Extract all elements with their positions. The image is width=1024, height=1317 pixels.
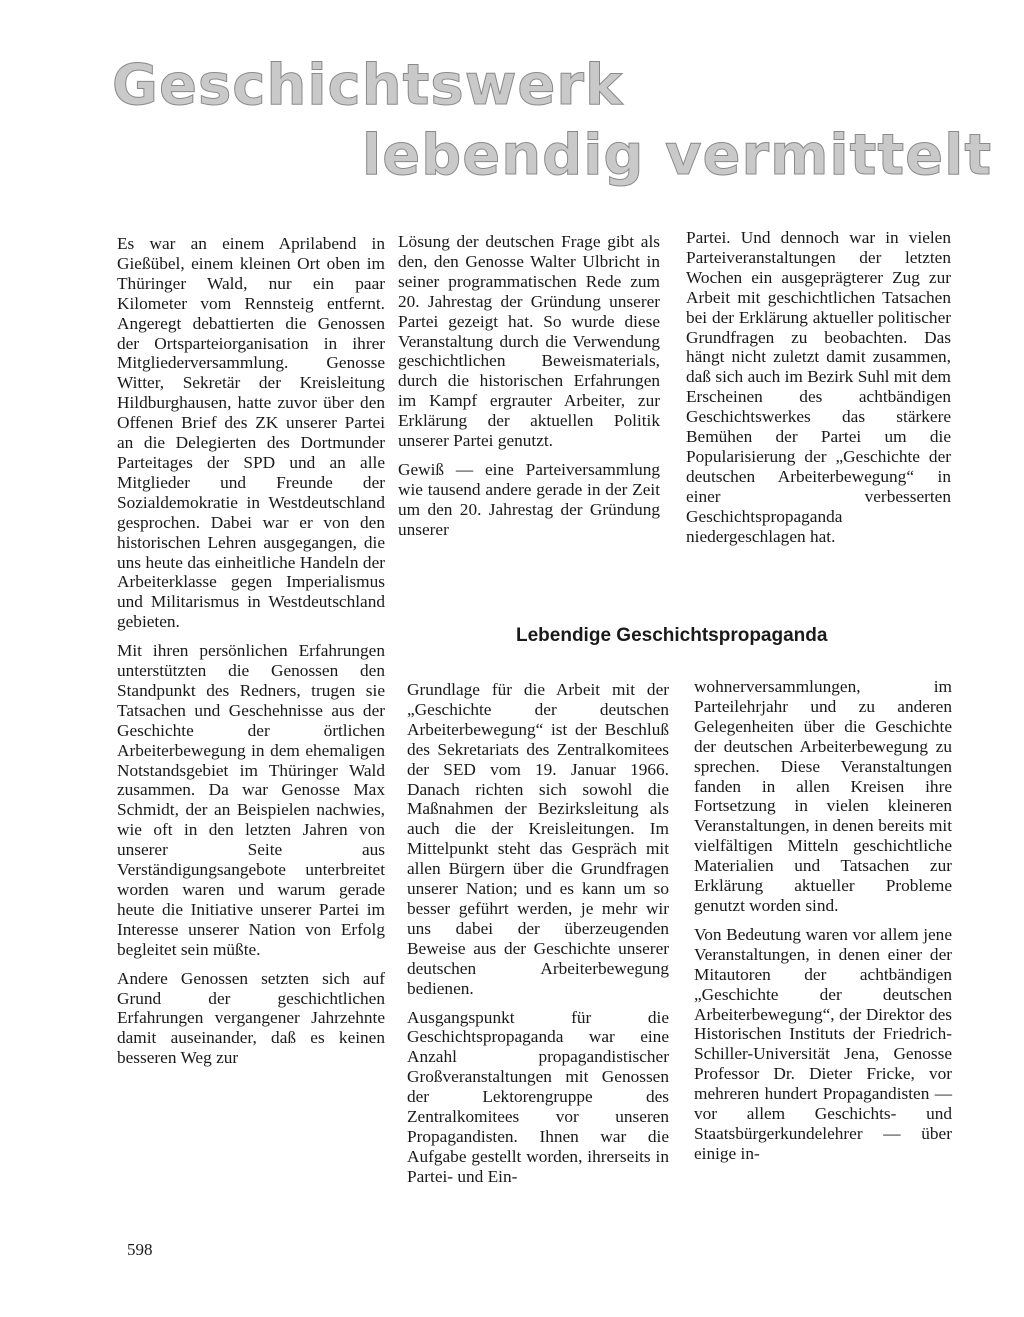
column-lower-right <box>694 677 952 1173</box>
column-right <box>686 228 951 556</box>
headline-line-2: lebendig vermittelt <box>362 123 993 188</box>
headline-line-1: Geschichtswerk <box>112 53 624 118</box>
paragraph: Mit ihren persönlichen Erfahrungen unterstützten die Genossen den Standpunkt des Redners, trugen sie Tatsachen und Geschehnisse aus der Geschichte der örtlichen Arbeiterbewegung in dem ehemaligen Notstandsgebiet im Thüringer Wald zusammen. Da war Genosse Max Schmidt, der an Beispielen nachwies, wie oft in den letzten Jahren von unserer Seite aus Verständigungsangebote unterbreitet worden waren und warum gerade heute die Initiative unserer Partei im Interesse unserer Nation von Erfolg begleitet sein müßte. <box>117 641 385 959</box>
paragraph: Von Bedeutung waren vor allem jene Veranstaltungen, in denen einer der Mitautoren der achtbändigen „Geschichte der deutschen Arbeiterbewegung“, der Direktor des Historischen Instituts der Friedrich-Schiller-Universität Jena, Genosse Professor Dr. Dieter Fricke, vor mehreren hundert Propagandisten — vor allem Geschichts- und Staatsbürgerkundelehrer — über einige in- <box>694 924 952 1163</box>
column-left <box>117 234 385 1077</box>
paragraph: Gewiß — eine Parteiversammlung wie tausend andere gerade in der Zeit um den 20. Jahrestag der Gründung unserer <box>398 459 660 539</box>
column-lower-left <box>407 680 669 1196</box>
paragraph: Es war an einem Aprilabend in Gießübel, einem kleinen Ort oben im Thüringer Wald, nur ein paar Kilometer vom Rennsteig entfernt. Angeregt debattierten die Genossen der Ortsparteiorganisation in ihrer Mitgliederversammlung. Genosse Witter, Sekretär der Kreisleitung Hildburghausen, hatte zuvor über den Offenen Brief des ZK unserer Partei an die Delegierten des Dortmunder Parteitages der SPD und an alle Mitglieder und Freunde der Sozialdemokratie in Westdeutschland gesprochen. Dabei war er von den historischen Lehren ausgegangen, die uns heute das einheitliche Handeln der Arbeiterklasse gegen Imperialismus und Militarismus in Westdeutschland gebieten. <box>117 234 385 632</box>
section-heading: Lebendige Geschichtspropaganda <box>516 625 828 646</box>
paragraph: Ausgangspunkt für die Geschichtspropaganda war eine Anzahl propagandistischer Großveranstaltungen mit Genossen der Lektorengruppe des Zentralkomitees vor unseren Propagandisten. Ihnen war die Aufgabe gestellt worden, ihrerseits in Partei- und Ein- <box>407 1007 669 1186</box>
paragraph: wohnerversammlungen, im Parteilehrjahr und zu anderen Gelegenheiten über die Geschichte der deutschen Arbeiterbewegung zu sprechen. Diese Veranstaltungen fanden in allen Kreisen ihre Fortsetzung in vielen kleineren Veranstaltungen, in denen bereits mit vielfältigen Mitteln geschichtliche Materialien und Tatsachen zur Erklärung aktueller Probleme genutzt worden sind. <box>694 677 952 915</box>
paragraph: Lösung der deutschen Frage gibt als den, den Genosse Walter Ulbricht in seiner programmatischen Rede zum 20. Jahrestag der Gründung unserer Partei gezeigt hat. So wurde diese Veranstaltung durch die Verwendung geschichtlichen Beweismaterials, durch die historischen Erfahrungen im Kampf ergrauter Arbeiter, zur Erklärung der aktuellen Politik unserer Partei genutzt. <box>398 232 660 451</box>
paragraph: Grundlage für die Arbeit mit der „Geschichte der deutschen Arbeiterbewegung“ ist der Beschluß des Sekretariats des Zentralkomitees der SED vom 19. Januar 1966. Danach richten sich sowohl die Maßnahmen der Bezirksleitung als auch die der Kreisleitungen. Im Mittelpunkt steht das Gespräch mit allen Bürgern über die Grundfragen unserer Nation; und es kann um so besser geführt werden, je mehr wir uns dabei der überzeugenden Beweise aus der Geschichte unserer deutschen Arbeiterbewegung bedienen. <box>407 680 669 998</box>
paragraph: Andere Genossen setzten sich auf Grund der geschichtlichen Erfahrungen vergangener Jahrzehnte damit auseinander, daß es keinen besseren Weg zur <box>117 968 385 1068</box>
page-number: 598 <box>127 1240 153 1259</box>
paragraph: Partei. Und dennoch war in vielen Parteiveranstaltungen der letzten Wochen ein ausgeprägterer Zug zur Arbeit mit geschichtlichen Tatsachen bei der Erklärung aktueller politischer Grundfragen zu beobachten. Das hängt nicht zuletzt damit zusammen, daß sich auch im Bezirk Suhl mit dem Erscheinen des achtbändigen Geschichtswerkes das stärkere Bemühen der Partei um die Popularisierung der „Geschichte der deutschen Arbeiterbewegung“ in einer verbesserten Geschichtspropaganda niedergeschlagen hat. <box>686 228 951 546</box>
column-middle <box>398 232 660 549</box>
